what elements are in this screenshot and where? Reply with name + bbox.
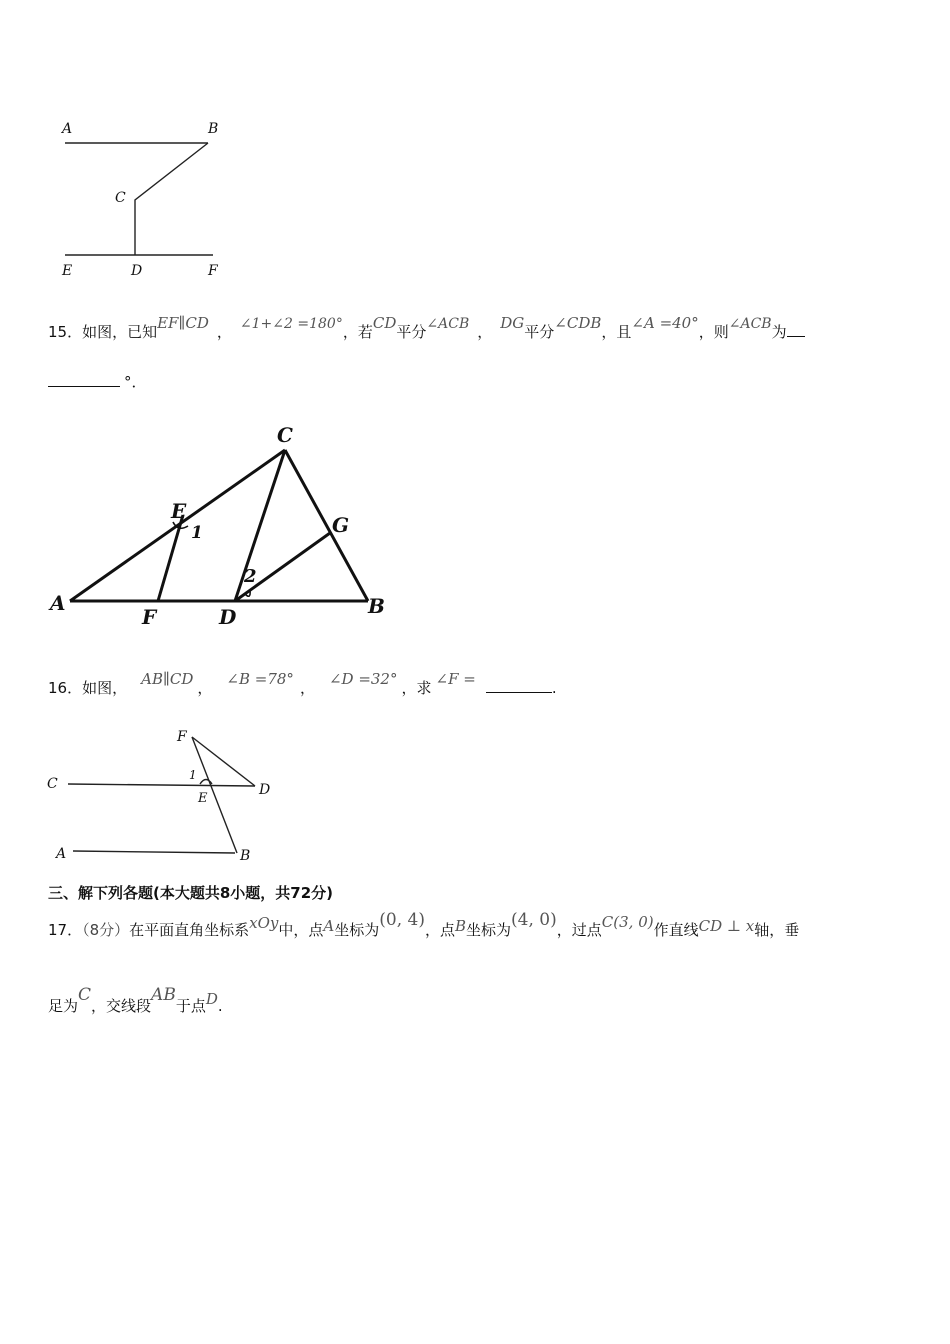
q15-math-angle-acb-2: ∠ACB: [728, 316, 772, 332]
label-2: 2: [244, 566, 257, 587]
q17-text-7: 作直线: [653, 921, 699, 939]
q17-math-ab: AB: [151, 985, 176, 1005]
label-1: 1: [191, 523, 203, 543]
figure-q14: [55, 115, 235, 285]
q17-math-d: D: [205, 990, 218, 1008]
q17-math-c: C: [78, 985, 92, 1005]
label-B: B: [208, 121, 219, 137]
q17-math-xoy: xOy: [249, 914, 279, 932]
q17-math-a-coord: (0, 4): [379, 910, 425, 930]
q15-answer-blank-1: [787, 336, 805, 337]
label-D: D: [259, 782, 271, 798]
q15-text-6: ，则: [698, 323, 729, 341]
label-E: E: [198, 791, 208, 806]
q17-math-b-coord: (4, 0): [511, 910, 557, 930]
label-C: C: [277, 423, 293, 447]
label-B: B: [240, 848, 251, 864]
q15-sep-2: ，: [477, 323, 493, 341]
line-bcd: [135, 143, 208, 255]
q16-math-ab-parallel-cd: AB∥CD: [141, 670, 194, 688]
segment-cd: [235, 450, 285, 601]
q17-text-9: 足为: [48, 997, 79, 1015]
q15-number: 15．: [48, 323, 83, 341]
line-ab: [73, 851, 235, 853]
question-15-line2: [48, 372, 147, 392]
label-A: A: [62, 121, 73, 137]
line-cd: [68, 784, 255, 786]
q15-tail: °．: [124, 373, 147, 391]
q15-math-angle-acb: ∠ACB: [426, 316, 470, 332]
q17-text-5: 坐标为: [466, 921, 512, 939]
label-A: A: [50, 591, 66, 615]
q17-text-1: 在平面直角坐标系: [129, 921, 250, 939]
q16-text-1: 如图，: [82, 679, 128, 697]
figure-q16: [40, 722, 290, 867]
label-1: 1: [189, 768, 197, 782]
q15-text-3: 平分: [396, 323, 427, 341]
question-15-line1: [48, 314, 805, 343]
q15-math-angle-a: ∠A =40°: [631, 314, 699, 332]
q15-math-ef-parallel-cd: EF∥CD: [157, 314, 209, 332]
segment-cb: [285, 450, 368, 601]
label-D: D: [131, 263, 143, 279]
label-C: C: [47, 776, 58, 792]
q15-text-5: ，且: [601, 323, 632, 341]
q15-text-2: ，若: [342, 323, 373, 341]
q17-math-cd-perp-x: CD ⊥ x: [698, 917, 755, 935]
q16-end: .: [551, 679, 557, 697]
question-16: [48, 670, 557, 698]
label-D: D: [219, 605, 237, 629]
label-A: A: [56, 846, 67, 862]
q17-math-a: A: [323, 917, 335, 935]
q16-number: 16．: [48, 679, 83, 697]
question-17-line2: [48, 985, 223, 1016]
q17-math-c-coord: C(3, 0): [601, 913, 654, 931]
q16-sep-1: ，: [197, 679, 213, 697]
q16-math-angle-f: ∠F =: [435, 670, 476, 688]
q17-end: .: [217, 997, 223, 1015]
q15-sep-1: ，: [216, 323, 232, 341]
q15-math-cd: CD: [372, 314, 397, 332]
q17-text-10: ，交线段: [91, 997, 152, 1015]
label-B: B: [368, 594, 385, 618]
q17-text-3: 坐标为: [334, 921, 380, 939]
q16-text-2: ，求: [401, 679, 432, 697]
q17-text-4: ，点: [424, 921, 455, 939]
q17-points: （8分）: [82, 921, 130, 939]
q15-text-7: 为: [771, 323, 787, 341]
q17-number: 17．: [48, 921, 83, 939]
q17-text-8: 轴，垂: [754, 921, 800, 939]
q15-math-angle-cdb: ∠CDB: [554, 314, 602, 332]
label-C: C: [115, 190, 126, 206]
q17-text-11: 于点: [175, 997, 206, 1015]
q16-sep-2: ，: [299, 679, 315, 697]
label-G: G: [332, 513, 350, 537]
figure-q15: [45, 420, 395, 630]
label-F: F: [177, 729, 187, 745]
label-E: E: [62, 263, 73, 279]
label-F: F: [208, 263, 218, 279]
label-F: F: [142, 605, 157, 629]
q16-math-angle-d: ∠D =32°: [328, 670, 398, 688]
question-17-line1: [48, 910, 800, 940]
q15-answer-blank-2: [48, 386, 120, 387]
q17-math-b: B: [455, 917, 467, 935]
q15-text-4: 平分: [524, 323, 555, 341]
label-E: E: [171, 499, 187, 523]
q16-math-angle-b: ∠B =78°: [226, 670, 294, 688]
q15-text-1: 如图，已知: [82, 323, 158, 341]
section-3-heading: 三、解下列各题(本大题共8小题，共72分): [48, 884, 334, 902]
q16-answer-blank: [486, 692, 552, 693]
q17-text-6: ，过点: [556, 921, 602, 939]
q17-text-2: 中，点: [278, 921, 324, 939]
q15-math-dg: DG: [500, 314, 525, 332]
q15-math-angle-sum: ∠1+∠2 =180°: [239, 316, 343, 332]
